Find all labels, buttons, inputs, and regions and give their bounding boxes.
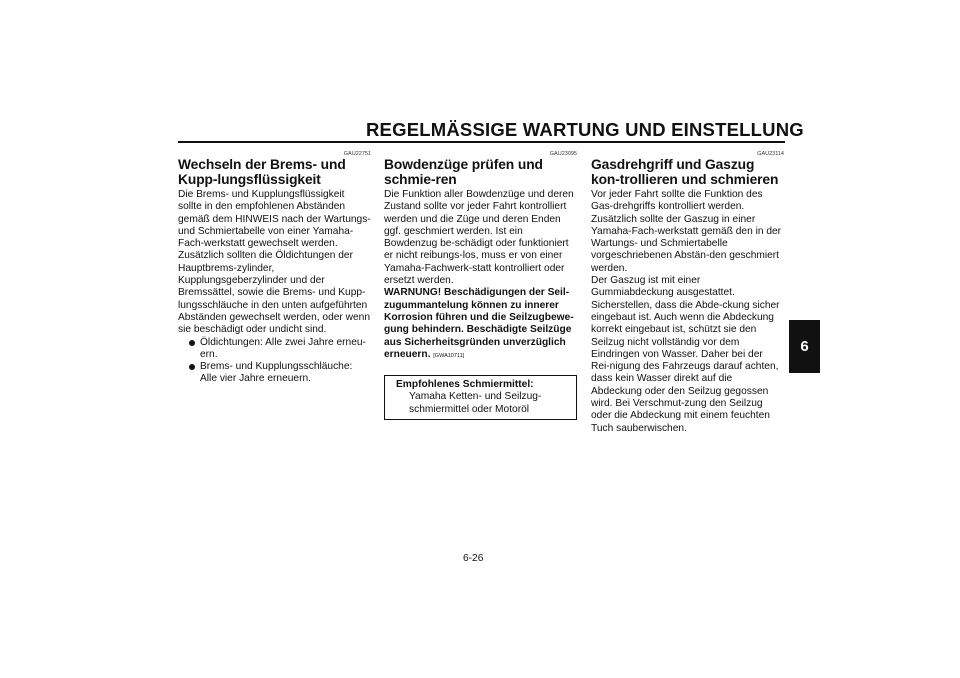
chapter-tab	[789, 320, 820, 373]
section-body: Vor jeder Fahrt sollte die Funktion des Gas-drehgriffs kontrolliert werden. Zusätzlich sollte der Gaszug in einer Yamaha-Fach-werkstatt gemäß den in der Wartungs- und Schmiertabelle vorgeschriebenen Abstän-den geschmiert werden.	[591, 189, 782, 274]
bullet-list	[178, 337, 371, 386]
section-heading: Bowdenzüge prüfen und schmie-ren	[384, 157, 543, 187]
section-brake-fluid	[178, 151, 371, 386]
warning-body: WARNUNG! Beschädigungen der Seil-zugummantelung können zu innerer Korrosion führen und die Seilzugbewe-gung behindern. Beschädigte Seilzüge aus Sicherheitsgründen unverzüglich erneuern.	[384, 287, 574, 360]
page-number: 6-26	[463, 553, 484, 564]
list-item: Öldichtungen: Alle zwei Jahre erneu-ern.	[178, 337, 371, 362]
section-code: GAU23114	[757, 151, 784, 157]
warning-code: [GWA10711]	[433, 352, 465, 359]
list-item: Brems- und Kupplungsschläuche: Alle vier Jahre erneuern.	[178, 361, 371, 386]
section-cables	[384, 151, 577, 420]
header-rule	[178, 141, 785, 143]
warning-text	[384, 287, 577, 362]
lubricant-title: Empfohlenes Schmiermittel:	[396, 379, 534, 391]
section-body: Der Gaszug ist mit einer Gummiabdeckung ausgestattet. Sicherstellen, dass die Abde-ckung sicher eingebaut ist. Auch wenn die Abdeckung korrekt eingebaut ist, schützt sie den Seilzug nicht vollständig vor dem Eindringen von Wasser. Daher bei der Rei-nigung des Fahrzeugs darauf achten, dass kein Wasser direkt auf die Abdeckung oder den Seilzug gegossen wird. Bei Verschmut-zung den Seilzug oder die Abdeckung mit einem feuchten Tuch sauberwischen.	[591, 275, 780, 434]
chapter-number: 6	[800, 338, 809, 355]
section-heading: Wechseln der Brems- und Kupp-lungsflüssigkeit	[178, 157, 346, 187]
section-body: Die Brems- und Kupplungsflüssigkeit sollte in den empfohlenen Abständen gemäß dem HINWEIS nach der Wartungs- und Schmiertabelle von einer Yamaha-Fach-werkstatt gewechselt werden. Zusätzlich sollten die Öldichtungen der Hauptbrems-zylinder, Kupplungsgeberzylinder und der Bremssättel, sowie die Brems- und Kupp-lungsschläuche in den unten aufgeführten Abständen gewechselt werden, oder wenn sie beschädigt oder undicht sind.	[178, 189, 371, 336]
section-code: GAU22751	[343, 151, 371, 157]
section-code: GAU23095	[549, 151, 577, 157]
lubricant-text: Yamaha Ketten- und Seilzug-schmiermittel oder Motoröl	[409, 391, 542, 415]
section-body: Die Funktion aller Bowdenzüge und deren Zustand sollte vor jeder Fahrt kontrolliert werden und die Züge und deren Enden ggf. geschmiert werden. Ist ein Bowdenzug be-schädigt oder funktioniert er nicht reibungs-los, muss er von einer Yamaha-Fachwerk-statt kontrolliert oder ersetzt werden.	[384, 189, 574, 287]
section-heading: Gasdrehgriff und Gaszug kon-trollieren und schmieren	[591, 157, 779, 187]
page-header-title: REGELMÄSSIGE WARTUNG UND EINSTELLUNG	[366, 119, 804, 140]
lubricant-box	[384, 375, 577, 420]
section-throttle	[591, 151, 784, 435]
